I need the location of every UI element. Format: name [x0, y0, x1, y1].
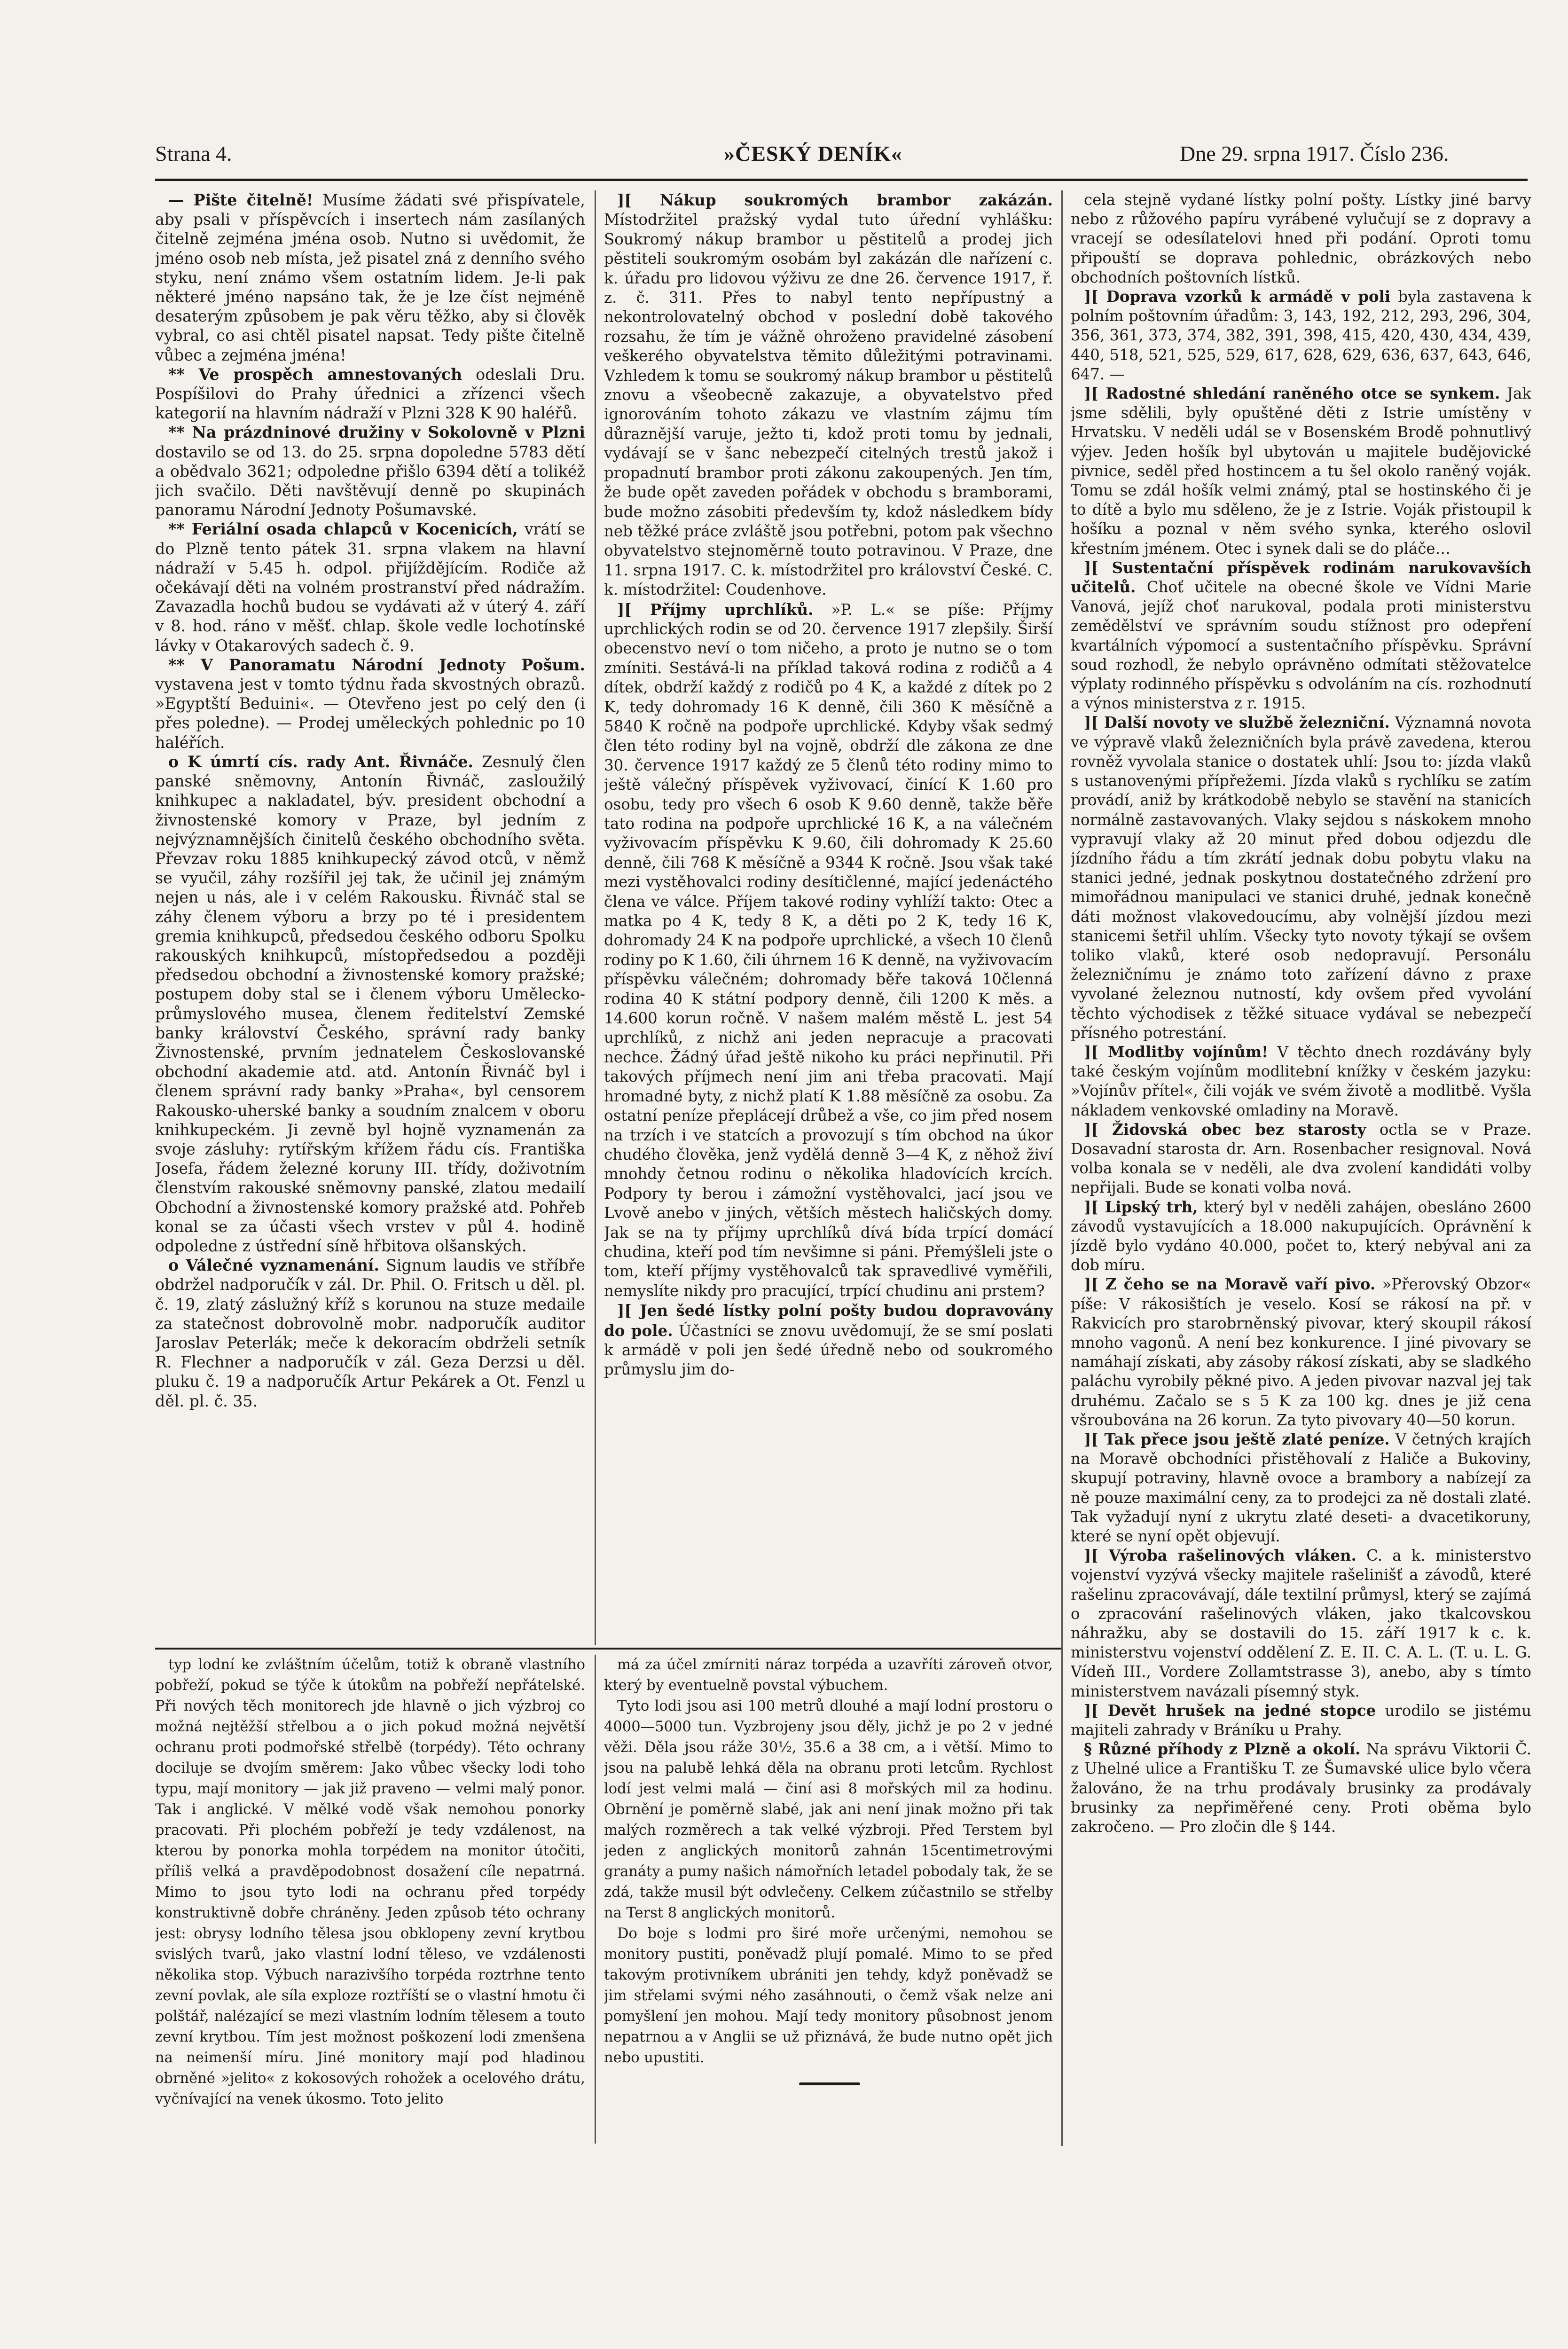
end-ornament [799, 2082, 860, 2085]
news-item [604, 190, 1053, 600]
news-item-text: Místodržitel pražský vydal tuto úřední vyhlášku: Soukromý nákup brambor u pěstitelů a prodej jich pěstiteli soukromým osobám byl zakázán dle nařízení c. k. úřadu pro lidovou výživu ze dne 26. července 1917, ř. z. č. 311. Přes to nabyl tento nepřípustný a nekontrolovatelný obchod v poslední době takového rozsahu, že tím je vážně ohroženo pravidelné zásobení veškerého obyvatelstva těmito důležitými potravinami. Vzhledem k tomu se soukromý nákup brambor u pěstitelů znovu a všeobecně zakazuje, a obyvatelstvo před ignorováním tohoto zákazu ve vlastním zájmu tím důraznější varuje, ježto ti, kdož proti tomu by jednali, vydávají se v šanc nebezpečí citelných trestů jakož i propadnutí brambor proti zákonu zakoupených. Jen tím, že bude opět zaveden pořádek v obchodu s bramborami, bude možno zásobiti především ty, kdož následkem bídy neb těžké práce zvláště jsou potřebni, potom pak všechno obyvatelstvo stejnoměrně touto potravinou. V Praze, dne 11. srpna 1917. C. k. místodržitel pro království České. C. k. místodržitel: Coudenhove. [604, 211, 1053, 599]
news-item-heading: ** V Panoramatu Národní Jednoty Pošum. [168, 655, 585, 674]
news-item-heading: ][ Lipský trh, [1084, 1198, 1198, 1216]
news-item [1071, 190, 1531, 287]
news-item-heading: ][ Židovská obec bez starosty [1084, 1120, 1366, 1139]
news-item-text: octla se v Praze. Dosavadní starosta dr. Arn. Rosenbacher resignoval. Nová volba konala se v neděli, ale dva zvolení kandidáti volby nepřijali. Bude se konati volba nová. [1071, 1120, 1531, 1197]
news-item-heading: ][ Devět hrušek na jedné stopce [1084, 1701, 1376, 1720]
news-item-heading: — Pište čitelně! [168, 191, 314, 209]
section-rule [155, 1648, 1061, 1650]
news-item-heading: ** Ve prospěch amnestovaných [168, 365, 463, 384]
news-item-text: Signum laudis ve stříbře obdržel nadporučík v zál. Dr. Phil. O. Fritsch u děl. pl. č. 19, zlatý záslužný kříž s korunou na stuze medaile za statečnost dobrovolně mobr. nadporučík auditor Jaroslav Peterlák; meče k dekoracím obdrželi setník R. Flechner a nadporučík v zál. Geza Derzsi u děl. pluku č. 19 a nadporučík Artur Pekárek a Ot. Fenzl u děl. pl. č. 35. [155, 1256, 585, 1410]
page-header [155, 141, 1528, 174]
news-item-text: V těchto dnech rozdávány byly také českým vojínům modlitební knížky v českém jazyku: »Vojínův přítel«, čili voják ve svém životě a modlitbě. Vyšla nákladem venkovské omladiny na Moravě. [1071, 1043, 1531, 1119]
newspaper-title: »ČESKÝ DENÍK« [724, 141, 902, 165]
news-item [604, 1301, 1053, 1380]
column-divider [1061, 190, 1063, 2146]
news-item [1071, 384, 1531, 558]
news-item-heading: ** Feriální osada chlapců v Kocenicích, [168, 520, 518, 539]
news-item-heading: ][ Radostné shledání raněného otce se synkem. [1084, 385, 1500, 403]
column-divider [595, 1655, 596, 2144]
bottom-column-1 [155, 1655, 585, 2144]
news-item-heading: o Válečné vyznamenání. [168, 1256, 379, 1275]
news-item-heading: ][ Tak přece jsou ještě zlaté peníze. [1084, 1430, 1390, 1448]
news-item-text: C. a k. ministerstvo vojenství vyzývá všecky majitele rašelinišť a závodů, které rašelinu zpracovávají, dále textilní průmysl, který se zajímá o zpracování rašelinových vláken, jako tkalcovskou náhražku, aby se dostavili do 15. září 1917 k c. k. ministerstvu vojenství oddělení Z. E. II. C. A. L. (T. u. L. G. Vídeň III., Vordere Zollamtstrasse 3), anebo, aby s tímto ministerstvem navázali písemný styk. [1071, 1547, 1531, 1700]
header-rule [155, 179, 1528, 181]
news-item-text: Musíme žádati své přispívatele, aby psali v příspěvcích i insertech nám zasílaných čitelně zejména jména osob. Nutno si uvědomit, že jméno osob neb místa, jež pisatel zná z denního svého styku, není známo všem ostatním lidem. Je-li pak některé jméno napsáno tak, že je lze číst nejméně desaterým způsobem je pak věru těžko, aby si člověk vybral, co asi chtěl pisatel napsat. Tedy pište čitelně vůbec a zejména jména! [155, 191, 585, 364]
news-item [155, 519, 585, 655]
article-paragraph: má za účel zmírniti náraz torpéda a uzavříti zároveň otvor, který by eventuelně povstal výbuchem. [604, 1657, 1053, 1694]
news-item-text: vrátí se do Plzně tento pátek 31. srpna vlakem na hlavní nádraží v 5.45 h. odpol. přijíždějícím. Rodiče až očekávají děti na volném prostranství před nádražím. Zavazadla hochů budou se vydávati až v úterý 4. září v 8. hod. ráno v měšť. chlap. škole vedle lochotínské lávky v Otakarových sadech č. 9. [155, 520, 585, 655]
news-item-text: cela stejně vydané lístky polní pošty. Lístky jiné barvy nebo z růžového papíru vyrábené vylučují se z dopravy a vracejí se odesílatelovi hned při podání. Oproti tomu připouští se doprava pohlednic, obrázkových nebo obchodních poštovních lístků. [1071, 191, 1531, 286]
column-2 [604, 190, 1053, 1643]
news-item-heading: ][ Modlitby vojínům! [1084, 1043, 1269, 1061]
news-item-text: »Přerovský Obzor« píše: V rákosištích je veselo. Kosí se rákosí na př. v Rakvicích pro starobrněnský pivovar, který skoupil rákosí mnoho vagonů. A není bez konkurence. I jiné pivovary se namáhají získati, aby zásoby rákosí získati, aby se sladkého paláchu vyrobily pěkné pivo. A jeden pivovar nazval jej tak druhému. Začalo se s 5 K za 100 kg. dnes je již cena všroubována na 26 korun. Za tyto pivovary 40—50 korun. [1071, 1275, 1531, 1429]
news-item [1071, 558, 1531, 714]
news-item [155, 752, 585, 1256]
news-item-heading: ** Na prázdninové družiny v Sokolovně v Plzni [168, 423, 585, 442]
column-3 [1071, 190, 1531, 2146]
news-item-heading: ][ Jen šedé lístky polní pošty budou dopravovány do pole. [604, 1301, 1053, 1340]
news-item-text: Významná novota ve výpravě vlaků železničních byla právě zavedena, kterou rovněž vyvolala stanice o dostatek uhlí: Jsou to: jízda vlaků s ustanovenými přípřežemi. Jízda vlaků s rychlíku se zatím provádí, aniž by krátkodobě nebylo se stavění na stanicích normálně zastavovaných. Vlaky sejdou s náskokem mnoho vypravují vlaky až 20 minut před dobou odjezdu dle jízdního řádu a tím zkrátí jednak dobu pobytu vlaku na stanici jedné, jednak poskytnou dostatečného zdržení pro mimořádnou manipulaci ve stanici druhé, jednak konečně dáti možnost vlakovedoucímu, aby volnější jízdou mezi stanicemi šetřil uhlím. Všecky tyto novoty týkají se ovšem toliko vlaků, které osob nedopravují. Personálu železničnímu je známo toto zařízení dávno z praxe vyvolané železnou nutností, kdy ovšem před vyvolání těchto východisek z těžké situace vydával se nebezpečí přísného potrestání. [1071, 714, 1531, 1042]
news-item-heading: ][ Sustentační příspěvek rodinám narukovavších učitelů. [1071, 558, 1531, 597]
article-paragraph: Do boje s lodmi pro širé moře určenými, nemohou se monitory pustiti, poněvadž plují pomalé. Mimo to se před takovým protivníkem ubrániti jen tehdy, když poněvadž se jim střelami svými ného zasáhnouti, o čemž však nelze ani pomyšlení jen mohou. Mají tedy monitory působnost jenom nepatrnou a v Anglii se už přiznává, že bude nutno opět jich nebo upustiti. [604, 1925, 1053, 2066]
news-item-text: dostavilo se od 13. do 25. srpna dopoledne 5783 dětí a obědvalo 3621; odpoledne přišlo 6394 dětí a tolikéž jich svačilo. Děti navštěvují denně po skupinách panoramu Národní Jednoty Pošumavské. [155, 442, 585, 519]
news-item-text: V četných krajích na Moravě obchodníci přistěhovalí z Haliče a Bukoviny, skupují potraviny, hlavně ovoce a brambory a nabízejí za ně pouze maximální ceny, za to prodejci za ně dostali zlaté. Tak vyžadují nyní z ukrytu zlaté deseti- a dvacetikoruny, které se nyní opět objevují. [1071, 1430, 1531, 1546]
news-item-heading: o K úmrtí cís. rady Ant. Řivnáče. [168, 752, 473, 771]
news-item-text: »P. L.« se píše: Příjmy uprchlických rodin se od 20. července 1917 zlepšily. Širší obecenstvo neví o tom ničeho, a proto je nutno se o tom zmíniti. Sestává-li na příklad taková rodina z rodičů a 4 dítek, obdrží každý z rodičů po 4 K, a každé z dítek po 2 K, tedy dohromady 16 K denně, čili 360 K měsíčně a 5840 K ročně na podpoře uprchlické. Kdyby však sedmý člen této rodiny byl na vojně, obdrží dle zákona ze dne 30. července 1917 každý ze 5 členů této rodiny mimo to ještě válečný příspěvek vyživovací, činící K 1.60 pro osobu, tedy pro všech 6 osob K 9.60 denně, takže běře tato rodina na podpoře uprchlické 16 K, a na válečném vyživovacím příspěvku K 9.60, čili dohromady K 25.60 denně, čili 768 K měsíčně a 9344 K ročně. Jsou však také mezi vystěhovalci rodiny desítičlenné, mající jedenáctého člena ve válce. Příjem takové rodiny vyhlíží takto: Otec a matka po 4 K, tedy 8 K, a děti po 2 K, tedy 16 K, dohromady 24 K na podpoře uprchlické, a všech 10 členů rodiny po K 1.60, čili úhrnem 16 K denně, na vyživovacím příspěvku válečném; dohromady běře taková 10členná rodina 40 K státní podpory denně, čili 1200 K měs. a 14.600 korun ročně. V našem malém městě L. jest 54 uprchlíků, z nichž ani jeden nepracuje a pracovati nechce. Žádný úřad ještě nikoho ku práci nepřinutil. Při takových příjmech není jim ani třeba pracovati. Mají hromadné byty, z nichž platí K 1.88 měsíčně za osobu. Za ostatní peníze přeplácejí drůbež a vše, co jim před nosem na trzích i ve statcích a provozují s tím obchod na úkor chudého člověka, jenž vydělá denně 3—4 K, z něhož živí mnohdy četnou rodinu o několika hladovících krcích. Podpory ty berou i zámožní vystěhovalci, jací jsou ve Lvově anebo v jiných, větších městech haličských domy. Jak se na ty příjmy uprchlíků dívá bída trpící domácí chudina, kteří pod tím nevšimne si páni. Přemýšleli jste o tom, kteří příjmy vystěhovalců tak spravedlivé vyměřili, nemyslíte nikdy pro pracující, trpící chudinu ani prstem? [604, 600, 1053, 1300]
news-item-text: který byl v neděli zahájen, obesláno 2600 závodů vystavujících a 18.000 nakupujících. Oprávnění k jízdě bylo vydáno 40.000, počet to, který nebýval ani za dob míru. [1071, 1198, 1531, 1274]
news-item-heading: ][ Nákup soukromých brambor zakázán. [617, 191, 1053, 209]
news-item [1071, 1198, 1531, 1275]
news-item [155, 423, 585, 519]
news-item-heading: ][ Z čeho se na Moravě vaří pivo. [1084, 1275, 1376, 1294]
issue-date: Dne 29. srpna 1917. Číslo 236. [1180, 141, 1449, 165]
news-item [1071, 1120, 1531, 1198]
news-item-heading: ][ Doprava vzorků k armádě v poli [1084, 288, 1391, 306]
news-item-heading: ][ Příjmy uprchlíků. [617, 600, 814, 619]
news-item-text: vystavena jest v tomto týdnu řada skvostných obrazů. »Egyptští Beduini«. — Otevřeno jest po celý den (i přes poledne). — Prodej uměleckých pohlednic po 10 haléřích. [155, 675, 585, 752]
column-divider [595, 190, 596, 1645]
news-item-text: Účastníci se znovu uvědomují, že se smí poslati k armádě v poli jen šedé úředně nebo od soukromého průmyslu jim do- [604, 1321, 1053, 1379]
news-item [1071, 1275, 1531, 1430]
news-item [604, 600, 1053, 1301]
news-item [1071, 713, 1531, 1042]
news-item [155, 1256, 585, 1411]
news-item-text: Na správu Viktorii Č. z Uhelné ulice a Františku T. ze Šumavské ulice bylo včera žalováno, že na trhu prodávaly brusinky za prodávaly brusinky za nepřiměřené ceny. Proti oběma bylo zakročeno. — Pro zločin dle § 144. [1071, 1740, 1531, 1836]
news-item-heading: ][ Další novoty ve službě železniční. [1084, 714, 1390, 732]
news-item-text: Choť učitele na obecné škole ve Vídni Marie Vanová, jejíž choť narukoval, podala proti ministerstvu zemědělství ve správním soudu stížnost pro odepření kvartálních výpomocí a sustentačního příspěvku. Správní soud rozhodl, že nebylo oprávněno odmítati stěžovatelce výplaty rodinného příspěvku s odvoláním na cís. rozhodnutí a výnos ministerstva z r. 1915. [1071, 578, 1531, 713]
news-item [1071, 1701, 1531, 1740]
news-item-heading: § Různé příhody z Plzně a okolí. [1084, 1740, 1361, 1759]
article-paragraph: typ lodní ke zvláštním účelům, totiž k obraně vlastního pobřeží, pokud se týče k útokům na pobřeží nepřátelské. Při nových těch monitorech jde hlavně o jich výzbroj co možná nejtěžší střelbou a o jich pokud možná největší ochranu proti podmořské střelbě (torpédy). Této ochrany dociluje se dvojím směrem: Jako vůbec všecky lodi toho typu, mají monitory — jak již praveno — velmi malý ponor. Tak i anglické. V mělké vodě však nemohou ponorky pracovati. Při plochém pobřeží je tedy vzdálenost, na kterou by ponorka mohla torpédem na monitor útočiti, příliš velká a pravděpodobnost dosažení cíle nepatrná. Mimo to jsou tyto lodi na ochranu před torpédy konstruktivně dobře chráněny. Jeden způsob této ochrany jest: obrysy lodního tělesa jsou obklopeny zevní krytbou svislých tvarů, jako vlastní lodní těleso, ve vzdálenosti několika stop. Výbuch narazivšího torpéda roztrhne tento zevní povlak, ale síla exploze roztříští se o vlastní hmotu či polštář, nalézající se mezi vlastním lodním tělesem a touto zevní krytbou. Tím jest možnost poškození lodi zmenšena na neimenší míru. Jiné monitory mají pod hladinou obrněné »jelito« z kokosových rohožek a ocelového drátu, vyčnívající na venek úkosmo. Toto jelito [155, 1657, 585, 2107]
news-item-text: Zesnulý člen panské sněmovny, Antonín Řivnáč, zasloužilý knihkupec a nakladatel, býv. president obchodní a živnostenské komory v Praze, byl jedním z nejvýznamnějších činitelů českého obchodního světa. Převzav roku 1885 knihkupecký závod otců, v němž se vyučil, záhy rozšířil jej tak, že učinil jej známým nejen u nás, ale i v celém Rakousku. Řivnáč stal se záhy členem výboru a brzy po té i presidentem gremia knihkupců, předsedou českého odboru Spolku rakouských knihkupců, místopředsedou a později předsedou obchodní a živnostenské komory pražské; postupem doby stal se i členem výboru Umělecko-průmyslového musea, členem ředitelství Zemské banky království Českého, správní rady banky Živnostenské, prvním jednatelem Českoslovanské obchodní akademie atd. atd. Antonín Řivnáč byl i členem správní rady banky »Praha«, byl censorem Rakousko-uherské banky a soudním znalcem v oboru knihkupeckém. Ji zevně byl hojně vyznamenán za svoje zásluhy: rytířským křížem řádu cís. Františka Josefa, řádem železné koruny III. třídy, doživotním členstvím rakouské sněmovny panské, zlatou medailí Obchodní a živnostenské komory pražské atd. Pohřeb konal se za účasti všech vrstev v půl 4. hodině odpoledne z ústřední síně hřbitova olšanských. [155, 752, 585, 1255]
news-item [1071, 1546, 1531, 1701]
news-item [1071, 1043, 1531, 1120]
column-1 [155, 190, 585, 1643]
news-item [1071, 1430, 1531, 1546]
page-number: Strana 4. [155, 141, 232, 165]
news-item [155, 190, 585, 365]
news-item-text: odeslali Dru. Pospíšilovi do Prahy úřednici a zřízenci všech kategorií na hlavním nádraží v Plzni 328 K 90 haléřů. [155, 365, 585, 423]
news-item [1071, 287, 1531, 384]
article-paragraph: Tyto lodi jsou asi 100 metrů dlouhé a mají lodní prostoru o 4000—5000 tun. Vyzbrojeny jsou děly, jichž je po 2 v jedné věži. Děla jsou ráže 30½, 35.6 a 38 cm, a i větší. Mimo to jsou na palubě lehká děla na obranu proti letcům. Rychlost lodí jest velmi malá — činí asi 8 mořských mil za hodinu. Obrnění je poměrně slabé, jak ani není jinak možno při tak malých rozměrech a tak velké výzbroji. Před Terstem byl jeden z anglických monitorů zahnán 15centimetrovými granáty a pumy našich námořních letadel pobodaly tak, že se zdá, takže musil být odvlečeny. Celkem zúčastnilo se střelby na Terst 8 anglických monitorů. [604, 1698, 1053, 1921]
news-item [155, 655, 585, 752]
bottom-column-2 [604, 1655, 1053, 2144]
news-item-heading: ][ Výroba rašelinových vláken. [1084, 1547, 1356, 1565]
news-item-text: Jak jsme sdělili, byly opuštěné děti z Istrie umístěny v Hrvatsku. V neděli udál se v Bosenském Brodě pohnutlivý výjev. Jeden hošík byl ubytován u majitele budějovické pivnice, seděl před hostincem a tu šel okolo raněný voják. Tomu se zdál hošík velmi známý, ptal se hostinského či je to dítě a bylo mu sděleno, že je z Istrie. Voják přistoupil k hošíku a poznal v něm svého synka, kterého oslovil křestním jménem. Otec i synek dali se do pláče… [1071, 385, 1531, 558]
news-item-text: byla zastavena k polním poštovním úřadům: 3, 143, 192, 212, 293, 296, 304, 356, 361, 373, 374, 382, 391, 398, 415, 420, 430, 434, 439, 440, 518, 521, 525, 529, 617, 628, 629, 636, 637, 643, 646, 647. — [1071, 288, 1531, 383]
news-item-text: urodilo se jistému majiteli zahrady v Bráníku u Prahy. [1071, 1701, 1531, 1739]
news-item [155, 365, 585, 423]
news-item [1071, 1740, 1531, 1837]
